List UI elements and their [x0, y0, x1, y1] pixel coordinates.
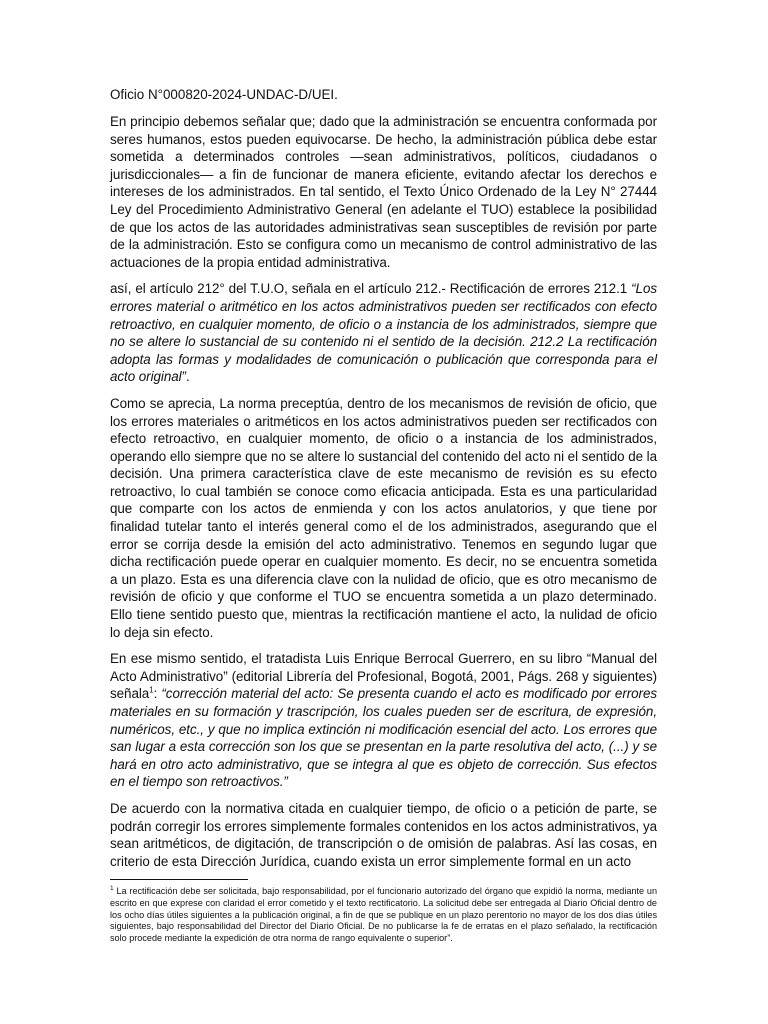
- footnote-text: La rectificación debe ser solicitada, bajo responsabilidad, por el funcionario autorizado del órgano que expidió la norma, mediante un escrito en que exprese con claridad el error cometido y el texto rectificatorio. La solicitud debe ser entregada al Diario Oficial dentro de los ocho días útiles siguientes a la publicación original, a fin de que se publique en un plazo perentorio no mayor de los dos días útiles siguientes, bajo responsabilidad del Director del Diario Oficial. De no publicarse la fe de erratas en el plazo señalado, la rectificación solo procede mediante la expedición de otra norma de rango equivalente o superior”.: [110, 886, 657, 943]
- paragraph-5: De acuerdo con la normativa citada en cualquier tiempo, de oficio o a petición de parte, se podrán corregir los errores simplemente formales contenidos en los actos administrativos, ya sean aritméticos, de digitación, de transcripción o de omisión de palabras. Así las cosas, en criterio de esta Dirección Jurídica, cuando exista un error simplemente formal en un acto: [110, 800, 657, 869]
- paragraph-2-quote: “Los errores material o aritmético en los actos administrativos pueden ser rectificados con efecto retroactivo, en cualquier momento, de oficio o a instancia de los administrados, siempre que no se altere lo sustancial de su contenido ni el sentido de la decisión. 212.2 La rectificación adopta las formas y modalidades de comunicación o publicación que corresponda para el acto original”: [110, 281, 657, 385]
- footnote-mark: 1: [110, 885, 114, 893]
- paragraph-2-end: .: [185, 369, 190, 385]
- paragraph-1: En principio debemos señalar que; dado que la administración se encuentra conformada por seres humanos, estos pueden equivocarse. De hecho, la administración pública debe estar sometida a determinados controles —sean administrativos, políticos, ciudadanos o jurisdiccionales— a fin de funcionar de manera eficiente, evitando afectar los derechos e intereses de los administrados. En tal sentido, el Texto Único Ordenado de la Ley N° 27444 Ley del Procedimiento Administrativo General (en adelante el TUO) establece la posibilidad de que los actos de las autoridades administrativas sean susceptibles de revisión por parte de la administración. Esto se configura como un mecanismo de control administrativo de las actuaciones de la propia entidad administrativa.: [110, 114, 657, 270]
- footnote: [110, 886, 657, 944]
- footnote-divider: [110, 879, 248, 880]
- footnote-reference: 1: [149, 685, 154, 695]
- paragraph-2: [110, 280, 657, 386]
- paragraph-2-intro: así, el artículo 212° del T.U.O, señala en el artículo 212.- Rectificación de errores 212.1: [110, 281, 632, 297]
- document-page: [110, 86, 657, 944]
- paragraph-4-quote: “corrección material del acto: Se presenta cuando el acto es modificado por errores materiales en su formación y trascripción, los cuales pueden ser de escritura, de expresión, numéricos, etc., y que no implica extinción ni modificación esencial del acto. Los errores que san lugar a esta corrección son los que se presentan en la parte resolutiva del acto, (...) y se hará en otro acto administrativo, que se integra al que es objeto de corrección. Sus efectos en el tiempo son retroactivos.”: [110, 686, 657, 790]
- paragraph-4-intro: En ese mismo sentido, el tratadista Luis Enrique Berrocal Guerrero, en su libro “Manual del Acto Administrativo” (editorial Librería del Profesional, Bogotá, 2001, Págs. 268 y siguientes) señala: [110, 651, 657, 702]
- paragraph-4: [110, 650, 657, 791]
- document-reference: Oficio N°000820-2024-UNDAC-D/UEI.: [110, 87, 338, 102]
- paragraph-4-colon: :: [153, 686, 162, 702]
- paragraph-3: Como se aprecia, La norma preceptúa, dentro de los mecanismos de revisión de oficio, que los errores materiales o aritméticos en los actos administrativos pueden ser rectificados con efecto retroactivo, en cualquier momento, de oficio o a instancia de los administrados, operando ello siempre que no se altere lo sustancial del contenido del acto ni el sentido de la decisión. Una primera característica clave de este mecanismo de revisión es su efecto retroactivo, lo cual también se conoce como eficacia anticipada. Esta es una particularidad que comparte con los actos de enmienda y con los actos anulatorios, y que tiene por finalidad tutelar tanto el interés general como el de los administrados, asegurando que el error se corrija desde la emisión del acto administrativo. Tenemos en segundo lugar que dicha rectificación puede operar en cualquier momento. Es decir, no se encuentra sometida a un plazo. Esta es una diferencia clave con la nulidad de oficio, que es otro mecanismo de revisión de oficio y que conforme el TUO se encuentra sometida a un plazo determinado. Ello tiene sentido puesto que, mientras la rectificación mantiene el acto, la nulidad de oficio lo deja sin efecto.: [110, 395, 657, 640]
